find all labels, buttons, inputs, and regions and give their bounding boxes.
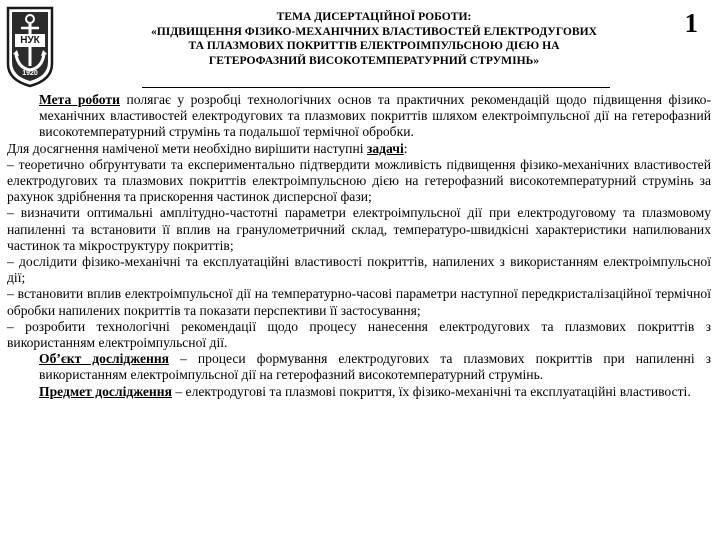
dissertation-title <box>70 10 678 68</box>
university-logo <box>4 4 56 88</box>
task-item: – визначити оптимальні амплітудно-частотні параметри електроімпульсної дії при електродуговому та плазмовому напиленні та встановити її вплив на гранулометричний склад, температуро-швидкісні характеристики напилюваних частинок та мікроструктуру покриттів; <box>7 205 711 253</box>
task-item: – розробити технологічні рекомендації щодо процесу нанесення електродугових та плазмових покриттів з використанням електроімпульсної дії. <box>7 318 711 351</box>
task-item: – теоретично обґрунтувати та експериментально підтвердити можливість підвищення фізико-механічних властивостей електродугових та плазмових покриттів електроімпульсною дією на гетерофазний високотемпературний струмінь за рахунок здрібнення та прискорення частинок дисперсної фази; <box>7 156 711 205</box>
task-item: – встановити вплив електроімпульсної дії на температурно-часові параметри наступної передкристалізаційної термічної обробки напилених покриттів та показати перспективи її застосування; <box>7 286 711 318</box>
page-number: 1 <box>684 8 698 38</box>
subject-label: Предмет дослідження <box>39 383 172 399</box>
logo-text: НУК <box>20 35 40 46</box>
object-paragraph <box>7 351 711 383</box>
title-line: ГЕТЕРОФАЗНИЙ ВИСОКОТЕМПЕРАТУРНИЙ СТРУМІНЬ» <box>208 53 540 67</box>
title-line: «ПІДВИЩЕННЯ ФІЗИКО-МЕХАНІЧНИХ ВЛАСТИВОСТЕЙ ЕЛЕКТРОДУГОВИХ <box>150 24 598 38</box>
goal-paragraph <box>7 92 711 141</box>
subject-text: – електродугові та плазмові покриття, їх фізико-механічні та експлуатаційні властивості. <box>171 383 691 399</box>
object-label: Об’єкт дослідження <box>39 351 170 367</box>
logo-year: 1920 <box>22 70 38 77</box>
goal-text: полягає у розробці технологічних основ та практичних рекомендацій щодо підвищення фізико-механічних властивостей електродугових та плазмових покриттів шляхом електроімпульсної дії на гетерофазний високотемпературний струмінь та подальшої термічної обробки. <box>39 92 711 140</box>
tasks-intro-suffix: : <box>403 140 408 156</box>
task-item: – дослідити фізико-механічні та експлуатаційні властивості покриттів, напилених з використанням електроімпульсної дії; <box>7 254 711 286</box>
tasks-intro <box>7 141 711 157</box>
object-text: – процеси формування електродугових та плазмових покриттів при напиленні з використанням електроімпульсної дії на гетерофазний високотемпературний струмінь. <box>39 351 711 383</box>
slide-body <box>7 92 711 400</box>
title-line: ТЕМА ДИСЕРТАЦІЙНОЇ РОБОТИ: <box>276 10 472 23</box>
tasks-intro-prefix: Для досягнення наміченої мети необхідно вирішити наступні <box>7 140 367 156</box>
title-line: ТА ПЛАЗМОВИХ ПОКРИТТІВ ЕЛЕКТРОІМПУЛЬСНОЮ ДІЄЮ НА <box>188 39 560 53</box>
header-divider <box>142 87 610 88</box>
tasks-word: задачі <box>366 140 404 156</box>
subject-paragraph <box>7 384 711 400</box>
goal-label: Мета роботи <box>39 92 120 107</box>
